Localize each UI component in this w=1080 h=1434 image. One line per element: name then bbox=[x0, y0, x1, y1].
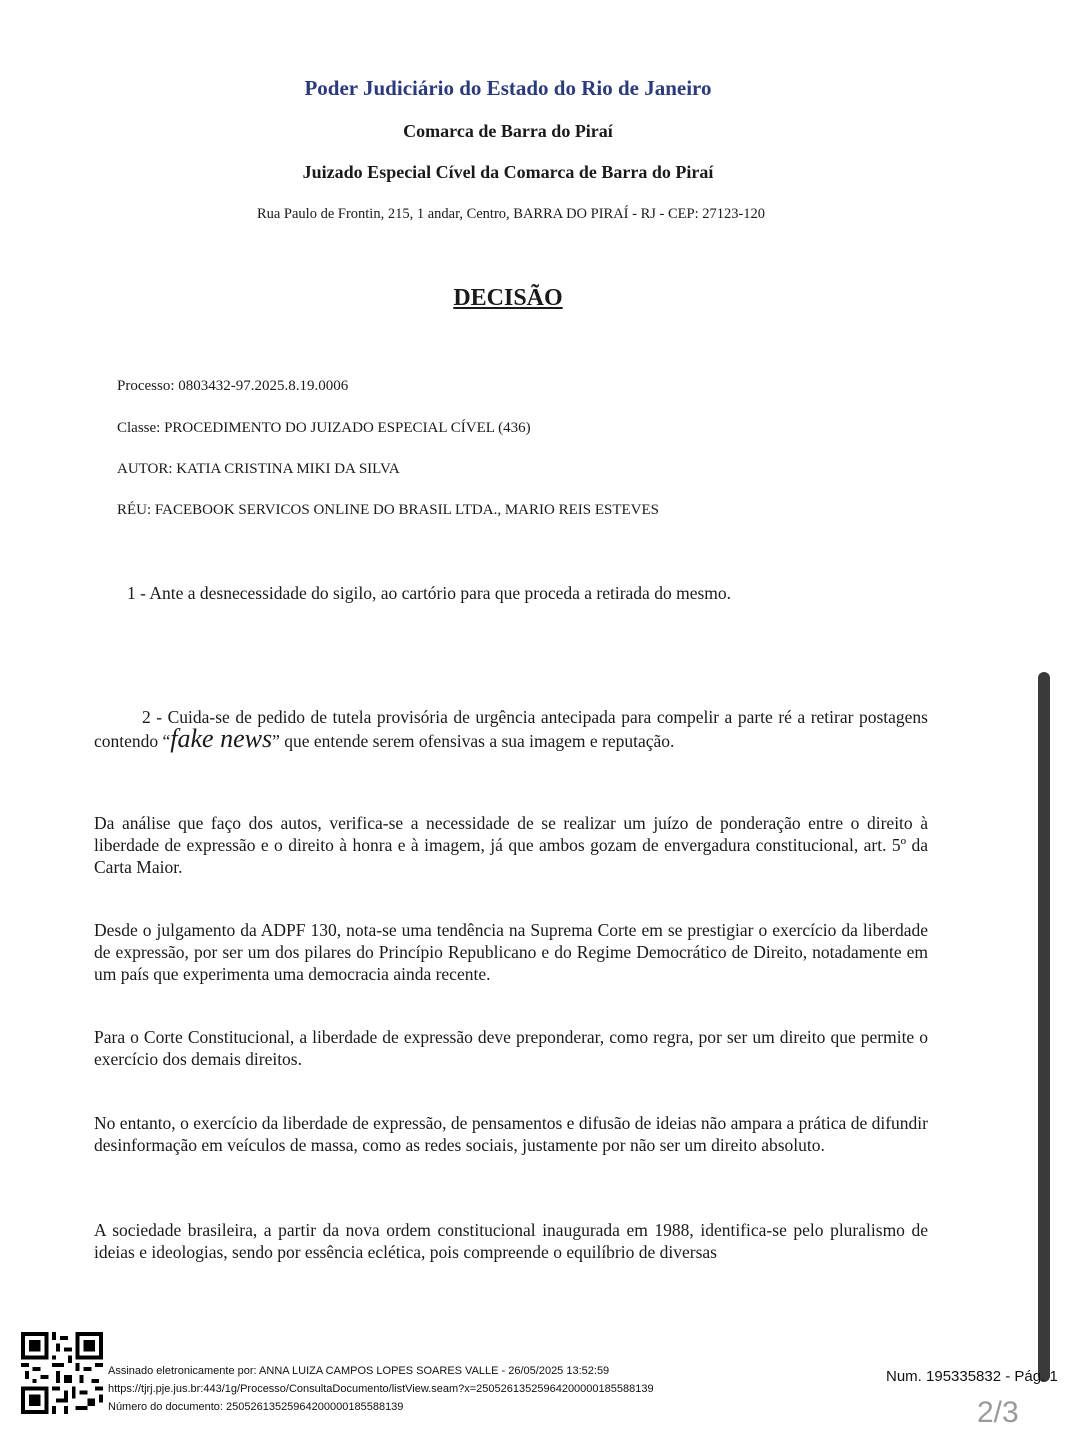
court-title: Poder Judiciário do Estado do Rio de Janeiro bbox=[304, 76, 712, 100]
paragraph-3: Da análise que faço dos autos, verifica-se a necessidade de se realizar um juízo de ponderação entre o direito à liberdade de expressão e o direito à honra e à imagem, já que ambos gozam de envergadura constitucional, art. 5º da Carta Maior. bbox=[94, 813, 928, 877]
paragraph-1: 1 - Ante a desnecessidade do sigilo, ao cartório para que proceda a retirada do mesmo. bbox=[127, 583, 732, 603]
document-url[interactable]: https://tjrj.pje.jus.br:443/1g/Processo/ConsultaDocumento/listView.seam?x=25052613525964200000185588139 bbox=[108, 1383, 654, 1395]
scrollbar[interactable] bbox=[1038, 672, 1050, 1382]
case-processo: Processo: 0803432-97.2025.8.19.0006 bbox=[117, 378, 349, 394]
paragraph-6: No entanto, o exercício da liberdade de expressão, de pensamentos e difusão de ideias não ampara a prática de difundir desinformação em veículos de massa, como as redes sociais, justamente por não ser um direito absoluto. bbox=[94, 1113, 928, 1155]
paragraph-5: Para o Corte Constitucional, a liberdade de expressão deve preponderar, como regra, por ser um direito que permite o exercício dos demais direitos. bbox=[94, 1027, 928, 1069]
fake-news-emphasis: fake news bbox=[170, 724, 273, 753]
paragraph-4: Desde o julgamento da ADPF 130, nota-se uma tendência na Suprema Corte em se prestigiar o exercício da liberdade de expressão, por ser um dos pilares do Princípio Republicano e do Regime Democrático de Direito, notadamente em um país que experimenta uma democracia ainda recente. bbox=[94, 920, 928, 984]
paragraph-7: A sociedade brasileira, a partir da nova ordem constitucional inaugurada em 1988, identifica-se pelo pluralismo de ideias e ideologias, sendo por essência eclética, pois compreende o equilíbrio de diversas bbox=[94, 1220, 928, 1262]
document-number: Número do documento: 25052613525964200000185588139 bbox=[108, 1401, 404, 1413]
juizado-title: Juizado Especial Cível da Comarca de Barra do Piraí bbox=[302, 162, 714, 182]
paragraph-2 bbox=[94, 706, 928, 752]
paragraph-2-text-end: ” que entende serem ofensivas a sua imagem e reputação. bbox=[272, 731, 675, 751]
num-page-label: Num. 195335832 - Pág. 1 bbox=[886, 1368, 1058, 1385]
paragraph-2-text: 2 - Cuida-se de pedido de tutela provisória de urgência antecipada para compelir a parte ré a retirar postagens contendo “ bbox=[94, 707, 928, 751]
document-title: DECISÃO bbox=[453, 285, 563, 311]
court-address: Rua Paulo de Frontin, 215, 1 andar, Centro, BARRA DO PIRAÍ - RJ - CEP: 27123-120 bbox=[256, 206, 766, 222]
signature-line: Assinado eletronicamente por: ANNA LUIZA CAMPOS LOPES SOARES VALLE - 26/05/2025 13:52:59 bbox=[108, 1365, 610, 1377]
page-indicator: 2/3 bbox=[977, 1396, 1019, 1429]
qr-code-icon bbox=[21, 1332, 103, 1414]
case-classe: Classe: PROCEDIMENTO DO JUIZADO ESPECIAL CÍVEL (436) bbox=[117, 420, 531, 436]
case-reu: RÉU: FACEBOOK SERVICOS ONLINE DO BRASIL LTDA., MARIO REIS ESTEVES bbox=[117, 502, 660, 518]
comarca-title: Comarca de Barra do Piraí bbox=[403, 121, 613, 141]
case-autor: AUTOR: KATIA CRISTINA MIKI DA SILVA bbox=[117, 461, 400, 477]
